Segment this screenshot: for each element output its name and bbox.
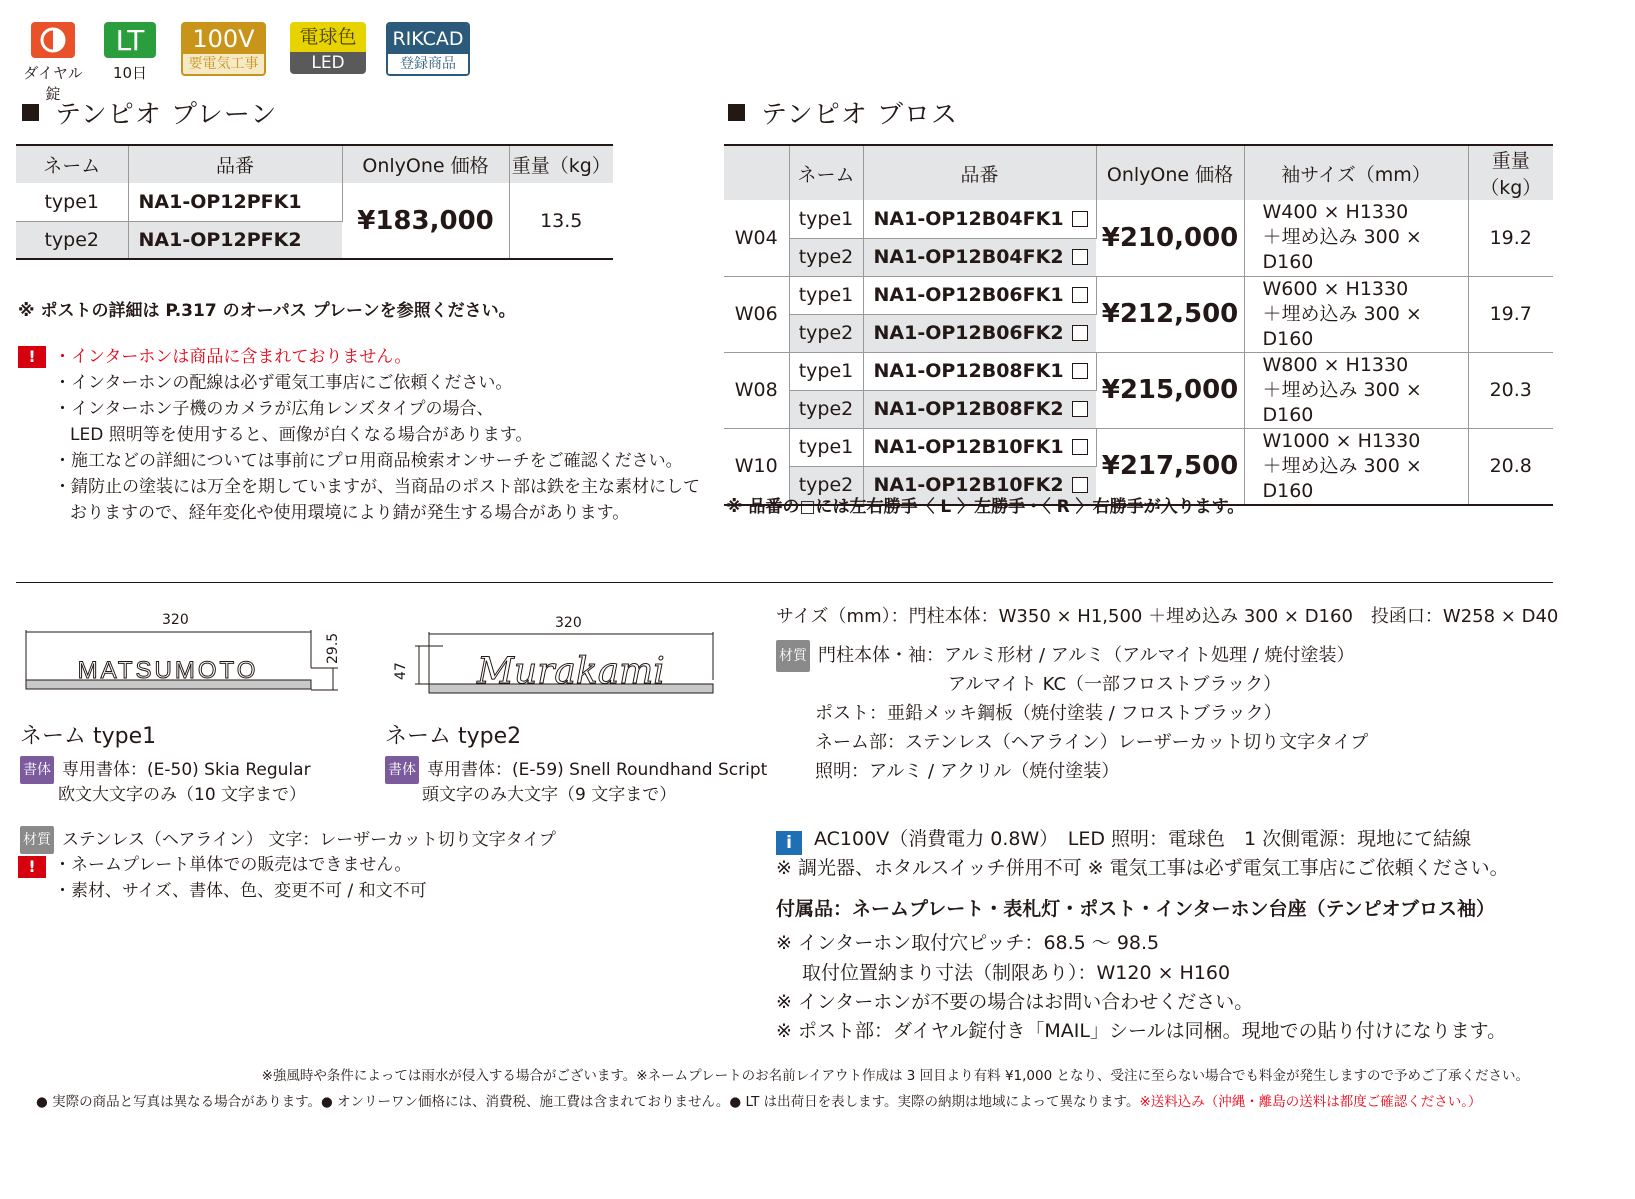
dial-lock-caption: ダイヤル錠 — [23, 64, 83, 103]
bros-code-cell: NA1-OP12B08FK2 — [863, 390, 1096, 428]
name-type1-sample: MATSUMOTO — [77, 657, 259, 684]
name-type1-limit: 欧文大文字のみ（10 文字まで） — [58, 785, 307, 805]
plain-warning-line: ・錆防止の塗装には万全を期していますが、当商品のポスト部は鉄を主な素材にして — [54, 477, 700, 497]
bros-dim-cell: W400 × H1330 ＋埋め込み 300 × D160 — [1244, 200, 1468, 276]
bulb-color-badge — [290, 22, 366, 74]
bros-width-cell: W08 — [724, 352, 789, 428]
plain-warning-line: LED 照明等を使用すると、画像が白くなる場合があります。 — [70, 425, 533, 445]
plain-header-name: ネーム — [16, 145, 128, 183]
bros-price-cell: ¥215,000 — [1096, 352, 1244, 428]
plain-price-cell: ¥183,000 — [342, 183, 509, 259]
bros-type-cell: type1 — [789, 352, 863, 390]
bros-code-cell: NA1-OP12B10FK1 — [863, 428, 1096, 466]
checkbox-icon — [1072, 477, 1088, 493]
name-type2-sample: Murakami — [477, 651, 665, 692]
plain-section-title — [22, 94, 277, 131]
spec-material-line: アルマイト KC（一部フロストブラック） — [948, 674, 1282, 695]
bros-section-title — [728, 94, 958, 131]
lt-caption: 10日 — [112, 64, 148, 82]
material-tag-icon: 材質 — [20, 826, 54, 854]
bros-type-cell: type1 — [789, 428, 863, 466]
bros-header-blank — [724, 145, 789, 200]
bros-price-cell: ¥210,000 — [1096, 200, 1244, 276]
plain-header-code: 品番 — [128, 145, 342, 183]
plain-warning-line: ・インターホンの配線は必ず電気工事店にご依頼ください。 — [54, 373, 513, 393]
checkbox-icon — [1072, 439, 1088, 455]
spec-accessories: 付属品：ネームプレート・表札灯・ポスト・インターホン台座（テンピオブロス袖） — [776, 898, 1495, 920]
plain-warning-icon — [18, 346, 46, 368]
bros-code-note: ※ 品番の□には左右勝手〈 L 〉左勝手・〈 R 〉右勝手が入ります。 — [726, 497, 1245, 517]
plain-header-price: OnlyOne 価格 — [342, 145, 509, 183]
bros-price-cell: ¥212,500 — [1096, 276, 1244, 352]
bros-dim-cell: W600 × H1330 ＋埋め込み 300 × D160 — [1244, 276, 1468, 352]
bros-title-text: テンピオ ブロス — [761, 100, 958, 130]
bros-header-size: 袖サイズ（mm） — [1244, 145, 1468, 200]
name-type2-width: 320 — [555, 615, 582, 631]
lt-label: LT — [104, 22, 156, 58]
bros-type-cell: type2 — [789, 238, 863, 276]
spec-note-line: ※ ポスト部：ダイヤル錠付き「MAIL」シールは同梱。現地での貼り付けになります。 — [776, 1020, 1507, 1042]
bros-price-table — [724, 144, 1553, 506]
name-warning-icon — [18, 856, 46, 878]
checkbox-icon — [1072, 287, 1088, 303]
plain-type-cell: type1 — [16, 183, 128, 221]
spec-size: サイズ（mm）：門柱本体：W350 × H1,500 ＋埋め込み 300 × D160 投函口：W258 × D40 — [776, 606, 1559, 627]
checkbox-icon — [1072, 363, 1088, 379]
table-row — [724, 428, 1553, 466]
bros-type-cell: type2 — [789, 314, 863, 352]
name-type2-height: 47 — [393, 662, 409, 680]
spec-power-note: ※ 調光器、ホタルスイッチ併用不可 ※ 電気工事は必ず電気工事店にご依頼ください。 — [776, 857, 1509, 879]
rikcad-badge — [386, 22, 470, 76]
bros-width-cell: W04 — [724, 200, 789, 276]
spec-material-line: 材質 門柱本体・袖：アルミ形材 / アルミ（アルマイト処理 / 焼付塗装） — [776, 640, 1355, 672]
plain-warning-line: ・インターホン子機のカメラが広角レンズタイプの場合、 — [54, 399, 494, 419]
dial-lock-badge — [18, 22, 88, 104]
table-row — [724, 352, 1553, 390]
plain-post-note: ※ ポストの詳細は P.317 のオーパス プレーンを参照ください。 — [18, 301, 516, 321]
plain-warning-line: おりますので、経年変化や使用環境により錆が発生する場合があります。 — [70, 503, 630, 523]
bros-type-cell: type1 — [789, 200, 863, 238]
bros-weight-cell: 20.3 — [1468, 352, 1553, 428]
bros-code-cell: NA1-OP12B06FK2 — [863, 314, 1096, 352]
bros-weight-cell: 19.2 — [1468, 200, 1553, 276]
bros-weight-cell: 19.7 — [1468, 276, 1553, 352]
plain-weight-cell: 13.5 — [509, 183, 613, 259]
name-warning-line: ・素材、サイズ、書体、色、変更不可 / 和文不可 — [54, 881, 427, 901]
name-type2-font: 書体 専用書体：(E-59) Snell Roundhand Script — [385, 756, 767, 784]
plain-warning-line: ・施工などの詳細については事前にプロ用商品検索オンサーチをご確認ください。 — [54, 451, 683, 471]
plain-code-cell: NA1-OP12PFK2 — [128, 221, 342, 259]
rikcad-label: RIKCAD — [388, 24, 468, 54]
bros-code-cell: NA1-OP12B08FK1 — [863, 352, 1096, 390]
bros-header-price: OnlyOne 価格 — [1096, 145, 1244, 200]
bros-header-name: ネーム — [789, 145, 863, 200]
spec-power: i AC100V（消費電力 0.8W） LED 照明：電球色 1 次側電源：現地にて結線 — [776, 824, 1471, 855]
footer-line2: ● 実際の商品と写真は異なる場合があります。● オンリーワン価格には、消費税、施工費は含まれておりません。● LT は出荷日を表します。実際の納期は地域によって異なります。※送料込み（沖縄・離島の送料は都度ご確認ください。） — [36, 1094, 1482, 1110]
info-icon: i — [776, 831, 802, 855]
name-type2-label: ネーム type2 — [385, 724, 522, 749]
bros-code-cell: NA1-OP12B04FK1 — [863, 200, 1096, 238]
bros-width-cell: W06 — [724, 276, 789, 352]
bros-code-cell: NA1-OP12B04FK2 — [863, 238, 1096, 276]
spec-note-line: ※ インターホン取付穴ピッチ：68.5 ～ 98.5 — [776, 932, 1160, 954]
100v-badge — [181, 22, 266, 76]
checkbox-icon — [1072, 249, 1088, 265]
rikcad-caption: 登録商品 — [388, 54, 468, 74]
bros-code-cell: NA1-OP12B06FK1 — [863, 276, 1096, 314]
bros-width-cell: W10 — [724, 428, 789, 505]
font-tag-icon: 書体 — [20, 756, 54, 784]
spec-note-line: ※ インターホンが不要の場合はお問い合わせください。 — [776, 991, 1254, 1013]
bulb-color-label: 電球色 — [290, 22, 366, 52]
plain-price-table — [16, 144, 613, 260]
plain-warning-line: ・インターホンは商品に含まれておりません。 — [54, 347, 412, 367]
checkbox-icon — [1072, 325, 1088, 341]
table-row — [724, 276, 1553, 314]
font-tag-icon: 書体 — [385, 756, 419, 784]
table-row — [16, 183, 613, 221]
name-type1-height: 29.5 — [325, 632, 341, 664]
bros-type-cell: type2 — [789, 390, 863, 428]
bros-dim-cell: W1000 × H1330 ＋埋め込み 300 × D160 — [1244, 428, 1468, 505]
footer-line1: ※強風時や条件によっては雨水が侵入する場合がございます。※ネームプレートのお名前レイアウト作成は 3 回目より有料 ¥1,000 となり、受注に至らない場合でも料金が発生しますので予めご了承ください。 — [261, 1068, 1529, 1084]
100v-caption: 要電気工事 — [188, 56, 259, 72]
led-caption: LED — [290, 52, 366, 74]
plain-header-weight: 重量（kg） — [509, 145, 613, 183]
dial-lock-icon — [31, 22, 75, 58]
plain-code-cell: NA1-OP12PFK1 — [128, 183, 342, 221]
bros-type-cell: type1 — [789, 276, 863, 314]
spec-note-line: 取付位置納まり寸法（制限あり）：W120 × H160 — [802, 962, 1231, 984]
bros-type-cell: type2 — [789, 466, 863, 504]
100v-label: 100V — [183, 24, 264, 54]
bros-header-code: 品番 — [863, 145, 1096, 200]
square-bullet-icon — [728, 104, 745, 121]
spec-material-line: 照明：アルミ / アクリル（焼付塗装） — [815, 761, 1120, 782]
name-warning-line: ・ネームプレート単体での販売はできません。 — [54, 855, 412, 875]
bros-header-weight: 重量（kg） — [1468, 145, 1553, 200]
bros-code-cell: NA1-OP12B10FK2 — [863, 466, 1096, 504]
name-type1-width: 320 — [162, 612, 189, 628]
name-type2-limit: 頭文字のみ大文字（9 文字まで） — [422, 785, 677, 805]
section-divider — [16, 582, 1553, 583]
name-type1-font: 書体 専用書体：(E-50) Skia Regular — [20, 756, 311, 784]
bros-price-cell: ¥217,500 — [1096, 428, 1244, 505]
bros-weight-cell: 20.8 — [1489, 455, 1532, 477]
bros-dim-cell: W800 × H1330 ＋埋め込み 300 × D160 — [1244, 352, 1468, 428]
lt-badge — [104, 22, 156, 83]
plain-title-text: テンピオ プレーン — [55, 100, 278, 130]
square-bullet-icon — [22, 104, 39, 121]
spec-material-line: ポスト：亜鉛メッキ鋼板（焼付塗装 / フロストブラック） — [815, 703, 1282, 724]
material-tag-icon: 材質 — [776, 640, 810, 672]
name-type1-label: ネーム type1 — [20, 724, 157, 749]
plain-type-cell: type2 — [16, 221, 128, 259]
checkbox-icon — [1072, 211, 1088, 227]
name-material: 材質 ステンレス（ヘアライン） 文字：レーザーカット切り文字タイプ — [20, 826, 556, 854]
table-row — [724, 200, 1553, 238]
checkbox-icon — [1072, 401, 1088, 417]
spec-material-line: ネーム部：ステンレス（ヘアライン）レーザーカット切り文字タイプ — [815, 732, 1369, 753]
